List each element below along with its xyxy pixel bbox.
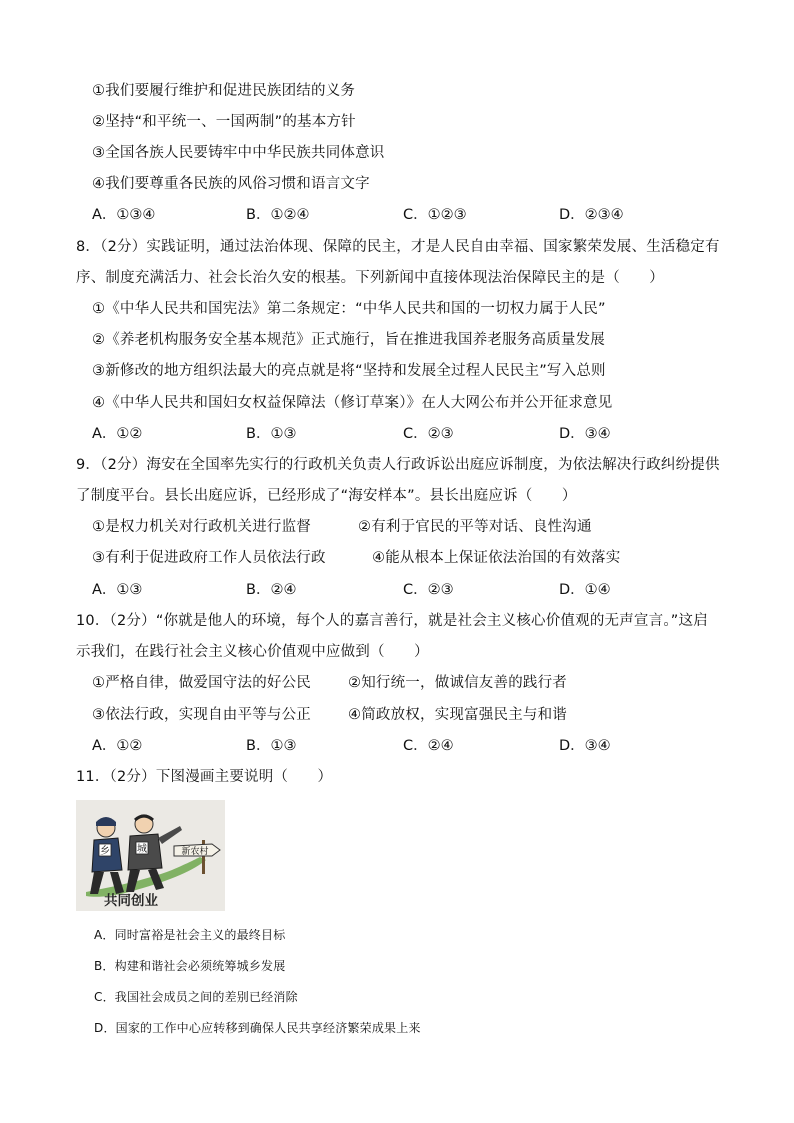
statement: ①是权力机关对行政机关进行监督 bbox=[92, 519, 311, 535]
statement: ①严格自律，做爱国守法的好公民 bbox=[92, 675, 311, 691]
cartoon-caption: 共同创业 bbox=[104, 893, 158, 909]
statement: ①我们要履行维护和促进民族团结的义务 bbox=[92, 83, 356, 99]
question-stem: 示我们，在践行社会主义核心价值观中应做到（ ） bbox=[76, 644, 429, 660]
option-d[interactable]: D．②③④ bbox=[559, 207, 624, 223]
question-stem: 8．（2分）实践证明，通过法治体现、保障的民主，才是人民自由幸福、国家繁荣发展、生活稳定有 bbox=[76, 239, 720, 255]
cartoon-image bbox=[76, 800, 225, 911]
statement: ④我们要尊重各民族的风俗习惯和语言文字 bbox=[92, 176, 370, 192]
option-c[interactable]: C．②④ bbox=[403, 738, 454, 754]
option-d[interactable]: D．③④ bbox=[559, 738, 611, 754]
question-stem: 10．（2分）“你就是他人的环境，每个人的嘉言善行，就是社会主义核心价值观的无声宣言。”这启 bbox=[76, 613, 708, 629]
option-d[interactable]: D．③④ bbox=[559, 426, 611, 442]
question-stem: 序、制度充满活力、社会长治久安的根基。下列新闻中直接体现法治保障民主的是（ ） bbox=[76, 270, 664, 286]
badge-left-text: 乡 bbox=[100, 846, 110, 857]
option-b[interactable]: B．①③ bbox=[246, 738, 297, 754]
option-c[interactable]: C．我国社会成员之间的差别已经消除 bbox=[94, 990, 298, 1004]
option-a[interactable]: A．同时富裕是社会主义的最终目标 bbox=[94, 928, 286, 942]
option-c[interactable]: C．①②③ bbox=[403, 207, 467, 223]
option-c[interactable]: C．②③ bbox=[403, 426, 454, 442]
statement: ②《养老机构服务安全基本规范》正式施行，旨在推进我国养老服务高质量发展 bbox=[92, 332, 605, 348]
option-d[interactable]: D．国家的工作中心应转移到确保人民共享经济繁荣成果上来 bbox=[94, 1021, 421, 1035]
option-b[interactable]: B．①③ bbox=[246, 426, 297, 442]
option-d[interactable]: D．①④ bbox=[559, 582, 611, 598]
statement: ④能从根本上保证依法治国的有效落实 bbox=[372, 550, 621, 566]
statement: ②坚持“和平统一、一国两制”的基本方针 bbox=[92, 114, 356, 130]
statement: ④简政放权，实现富强民主与和谐 bbox=[348, 707, 567, 723]
question-stem: 了制度平台。县长出庭应诉，已经形成了“海安样本”。县长出庭应诉（ ） bbox=[76, 488, 577, 504]
statement: ③新修改的地方组织法最大的亮点就是将“坚持和发展全过程人民民主”写入总则 bbox=[92, 363, 606, 379]
option-c[interactable]: C．②③ bbox=[403, 582, 454, 598]
question-stem: 11．（2分）下图漫画主要说明（ ） bbox=[76, 769, 333, 785]
badge-right-text: 城 bbox=[137, 844, 147, 855]
sign-text: 新农村 bbox=[181, 847, 209, 857]
statement: ②有利于官民的平等对话、良性沟通 bbox=[358, 519, 592, 535]
option-a[interactable]: A．①③ bbox=[92, 582, 143, 598]
statement: ③有利于促进政府工作人员依法行政 bbox=[92, 550, 326, 566]
option-a[interactable]: A．①② bbox=[92, 426, 143, 442]
statement: ①《中华人民共和国宪法》第二条规定：“中华人民共和国的一切权力属于人民” bbox=[92, 301, 606, 317]
option-a[interactable]: A．①③④ bbox=[92, 207, 156, 223]
option-b[interactable]: B．②④ bbox=[246, 582, 297, 598]
option-b[interactable]: B．①②④ bbox=[246, 207, 310, 223]
statement: ④《中华人民共和国妇女权益保障法（修订草案）》在人大网公布并公开征求意见 bbox=[92, 395, 613, 411]
option-b[interactable]: B．构建和谐社会必须统筹城乡发展 bbox=[94, 959, 286, 973]
question-stem: 9．（2分）海安在全国率先实行的行政机关负责人行政诉讼出庭应诉制度，为依法解决行政纠纷提供 bbox=[76, 457, 720, 473]
statement: ③全国各族人民要铸牢中中华民族共同体意识 bbox=[92, 145, 385, 161]
option-a[interactable]: A．①② bbox=[92, 738, 143, 754]
statement: ③依法行政，实现自由平等与公正 bbox=[92, 707, 311, 723]
statement: ②知行统一，做诚信友善的践行者 bbox=[348, 675, 567, 691]
